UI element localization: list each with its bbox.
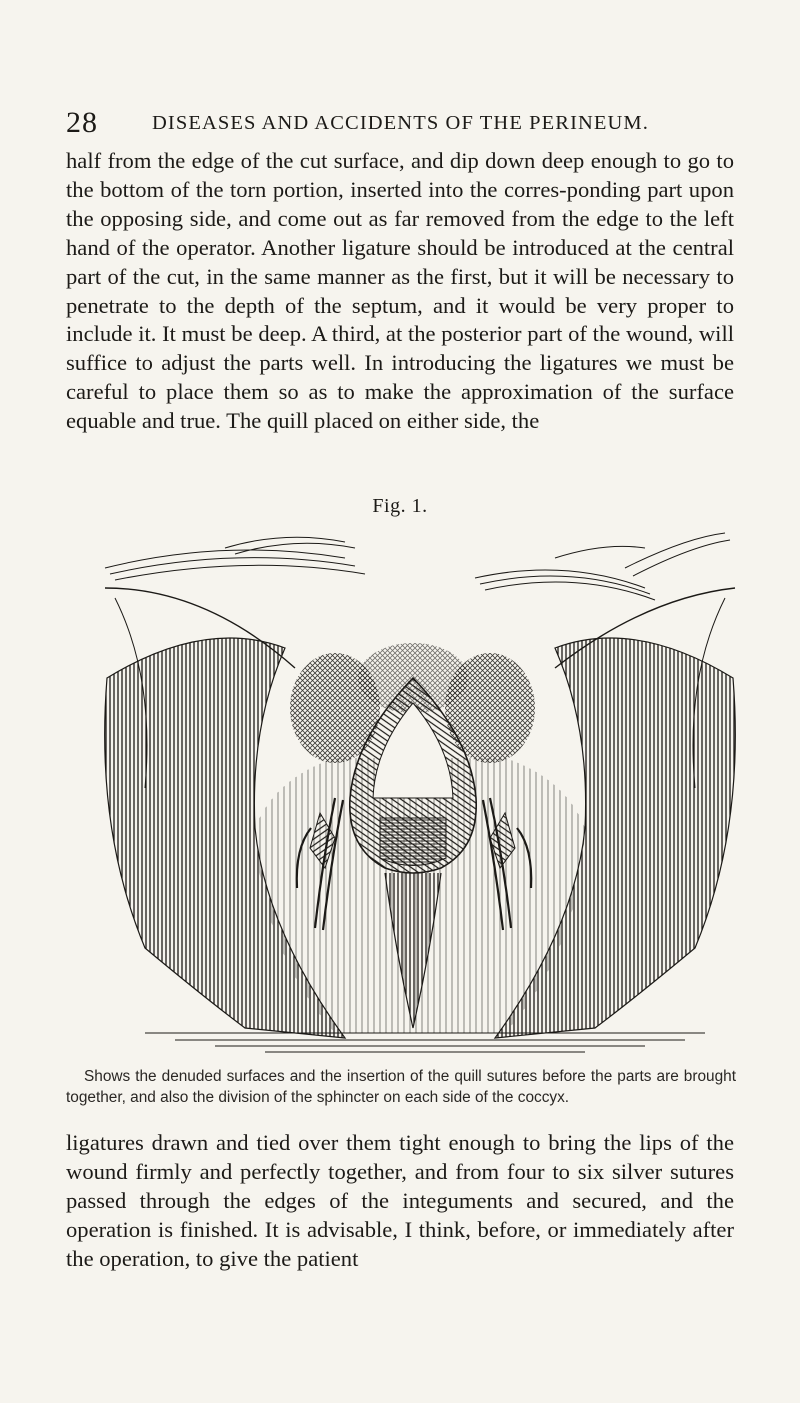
table-edge <box>145 1033 705 1052</box>
running-head: DISEASES AND ACCIDENTS OF THE PERINEUM. <box>152 112 649 134</box>
body-paragraph-2: ligatures drawn and tied over them tight enough to bring the lips of the wound firmly and perfectly together, and from four to six silver sutures passed through the edges of the integuments and secured, and the operation is finished. It is advisable, I think, before, or immediately after the operation, to give the patient <box>66 1130 734 1271</box>
figure-caption: Shows the denuded surfaces and the insertion of the quill sutures before the parts are brought together, and also the division of the sphincter on each side of the coccyx. <box>66 1068 736 1106</box>
figure-label: Fig. 1. <box>372 495 428 517</box>
anatomical-illustration <box>85 528 755 1058</box>
page-header <box>66 102 742 142</box>
body-paragraph-1: half from the edge of the cut surface, and dip down deep enough to go to the bottom of the torn portion, inserted into the corres-ponding part upon the opposing side, and come out as far removed from the edge to the left hand of the operator. Another ligature should be introduced at the central part of the cut, in the same manner as the first, but it will be necessary to penetrate to the depth of the septum, and it would be very proper to include it. It must be deep. A third, at the posterior part of the wound, will suffice to adjust the parts well. In introducing the ligatures we must be careful to place them so as to make the approximation of the surface equable and true. The quill placed on either side, the <box>66 148 734 434</box>
upper-drapery <box>105 533 730 600</box>
page-number: 28 <box>66 106 98 139</box>
